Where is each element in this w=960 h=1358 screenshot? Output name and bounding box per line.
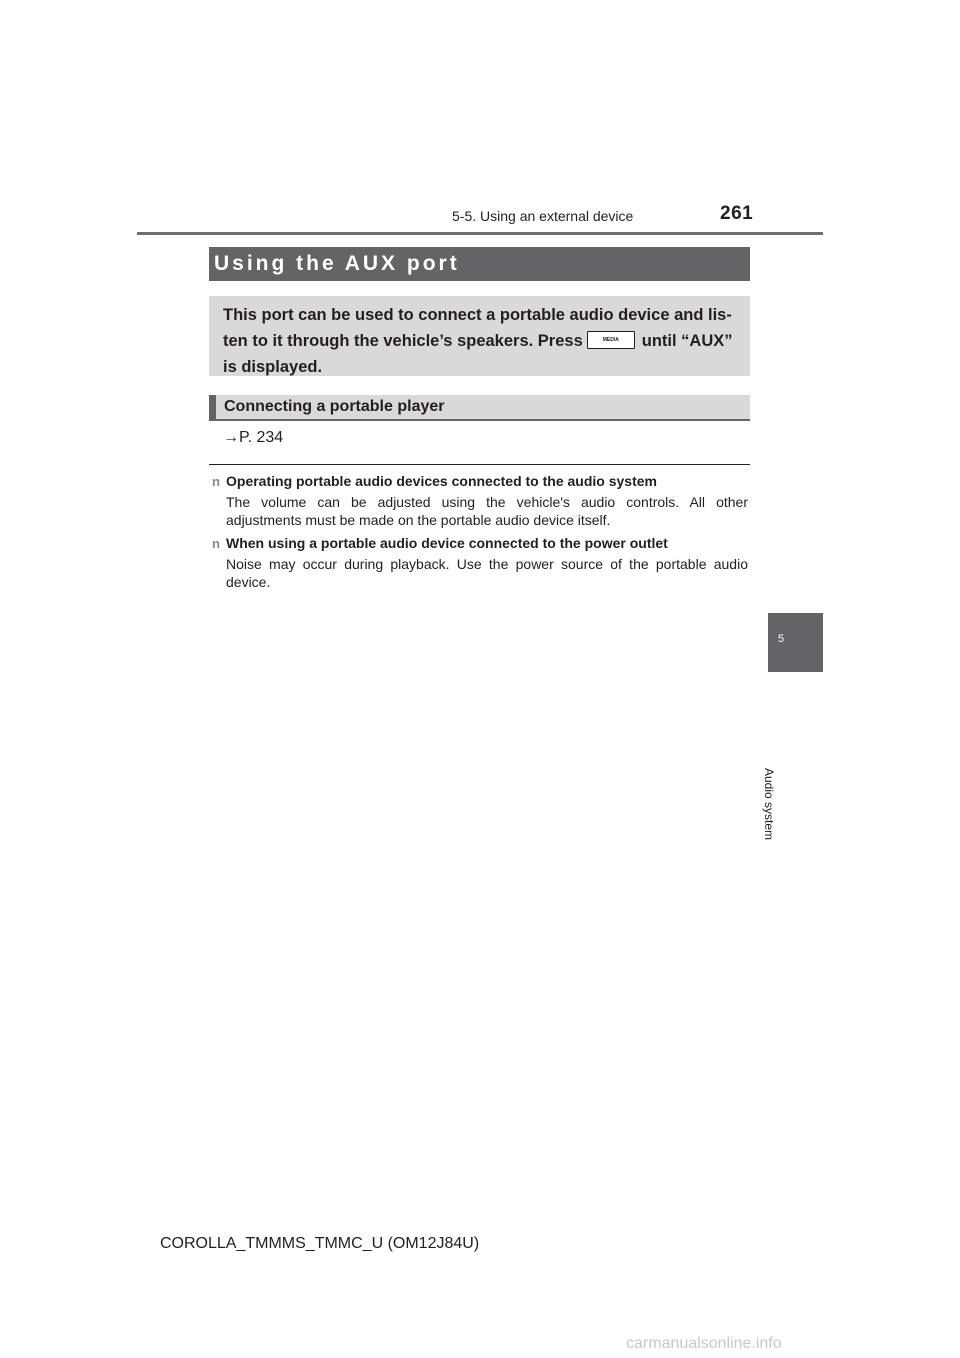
- note-heading: [212, 535, 668, 551]
- note-heading-text: When using a portable audio device connected to the power outlet: [226, 535, 668, 551]
- header-rule: [137, 232, 823, 235]
- intro-box: [209, 296, 750, 376]
- subheading-bar: [209, 395, 750, 421]
- subheading: Connecting a portable player: [224, 398, 445, 415]
- chapter-tab: [768, 613, 823, 672]
- section-title-bar: [209, 247, 750, 281]
- bullet-icon: n: [212, 536, 220, 551]
- page-number: 261: [720, 203, 754, 224]
- document-footer: COROLLA_TMMMS_TMMC_U (OM12J84U): [160, 1235, 480, 1252]
- note-body: The volume can be adjusted using the vehicle's audio controls. All other adjustments must be made on the portable audio device itself.: [226, 494, 748, 528]
- section-title: Using the AUX port: [214, 252, 460, 275]
- note-heading: [212, 473, 657, 489]
- chapter-number: 5: [778, 633, 785, 645]
- bullet-icon: n: [212, 474, 220, 489]
- notes-divider: [209, 464, 750, 465]
- watermark: carmanualsonline.info: [626, 1335, 782, 1352]
- intro-text-before: This port can be used to connect a portable audio device and lis-ten to it through the vehicle’s speakers. Press: [223, 306, 732, 350]
- media-button-icon: MEDIA: [587, 331, 635, 349]
- section-header: 5-5. Using an external device: [452, 208, 634, 224]
- note-heading-text: Operating portable audio devices connected to the audio system: [226, 473, 657, 489]
- intro-text-after: until “AUX” is displayed.: [223, 332, 733, 376]
- chapter-label: Audio system: [762, 768, 776, 841]
- note-body: Noise may occur during playback. Use the power source of the portable audio device.: [226, 556, 748, 590]
- page-reference: →P. 234: [223, 429, 284, 446]
